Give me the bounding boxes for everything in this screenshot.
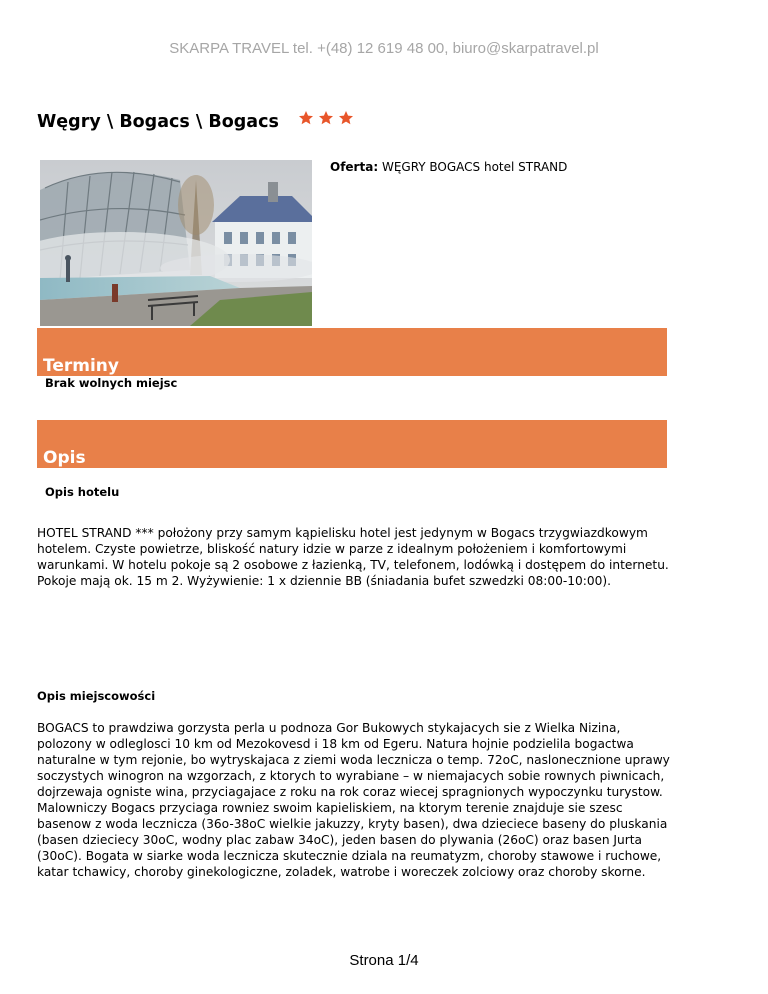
section-band-terminy [37,328,667,376]
hotel-photo [40,160,312,326]
company-header: SKARPA TRAVEL tel. +(48) 12 619 48 00, biuro@skarpatravel.pl [169,40,599,57]
location-description: BOGACS to prawdziwa gorzysta perla u podnoza Gor Bukowych stykajacych sie z Wielka Nizina, polozony w odleglosci 10 km od Mezokovesd i 18 km od Egeru. Natura hojnie podzielila bogactwa naturalne w tym rejonie, bo wytryskajaca z ziemi woda lecznicza o temp. 72oC, naslonecznione uprawy soczystych winogron na wzgorzach, z ktorych to wyrabiane – w niemajacych sobie rownych piwnicach, dojrzewaja ogniste wina, przyciagajace z roku na rok coraz wiecej spragnionych wypoczynku turystow. Malowniczy Bogacs przyciaga rowniez swoim kapieliskiem, na ktorym terenie znajduje sie szesc basenow z woda lecznicza (36o-38oC wielkie jakuzzy, kryty basen), dwa dzieciece baseny do pluskania (basen dzieciecy 30oC, wodny plac zabaw 34oC), jeden basen do plywania (26oC) oraz basen Jurta (30oC). Bogata w siarke woda lecznicza skutecznie dziala na reumatyzm, choroby stawowe i ruchowe, katar tchawicy, choroby ginekologiczne, zoladek, watrobe i woreczek zolciowy oraz choroby skorne. [37,721,670,879]
offer-label: Oferta: [330,160,379,174]
star-rating [298,110,354,126]
section-title-opis: Opis [43,448,86,468]
page-number: Strona 1/4 [349,952,419,969]
hotel-thermal-pool-photo [40,160,312,326]
hotel-description: HOTEL STRAND *** położony przy samym kąpielisku hotel jest jedynym w Bogacs trzygwiazdkowym hotelem. Czyste powietrze, bliskość natury idzie w parze z idealnym położeniem i komfortowymi warunkami. W hotelu pokoje są 2 osobowe z łazienką, TV, telefonem, lodówką i dostępem do internetu. Pokoje mają ok. 15 m 2. Wyżywienie: 1 x dziennie BB (śniadania bufet szwedzki 08:00-10:00). [37,526,669,588]
star-icon [338,110,354,126]
star-icon [318,110,334,126]
hotel-heading: Opis hotelu [45,485,120,499]
section-title-terminy: Terminy [43,356,119,376]
section-band-opis [37,420,667,468]
offer-value: WĘGRY BOGACS hotel STRAND [381,160,568,174]
page-title: Węgry \ Bogacs \ Bogacs [37,112,279,132]
offer-line [330,160,567,174]
availability-note: Brak wolnych miejsc [45,376,178,390]
star-icon [298,110,314,126]
location-heading: Opis miejscowości [37,689,156,703]
